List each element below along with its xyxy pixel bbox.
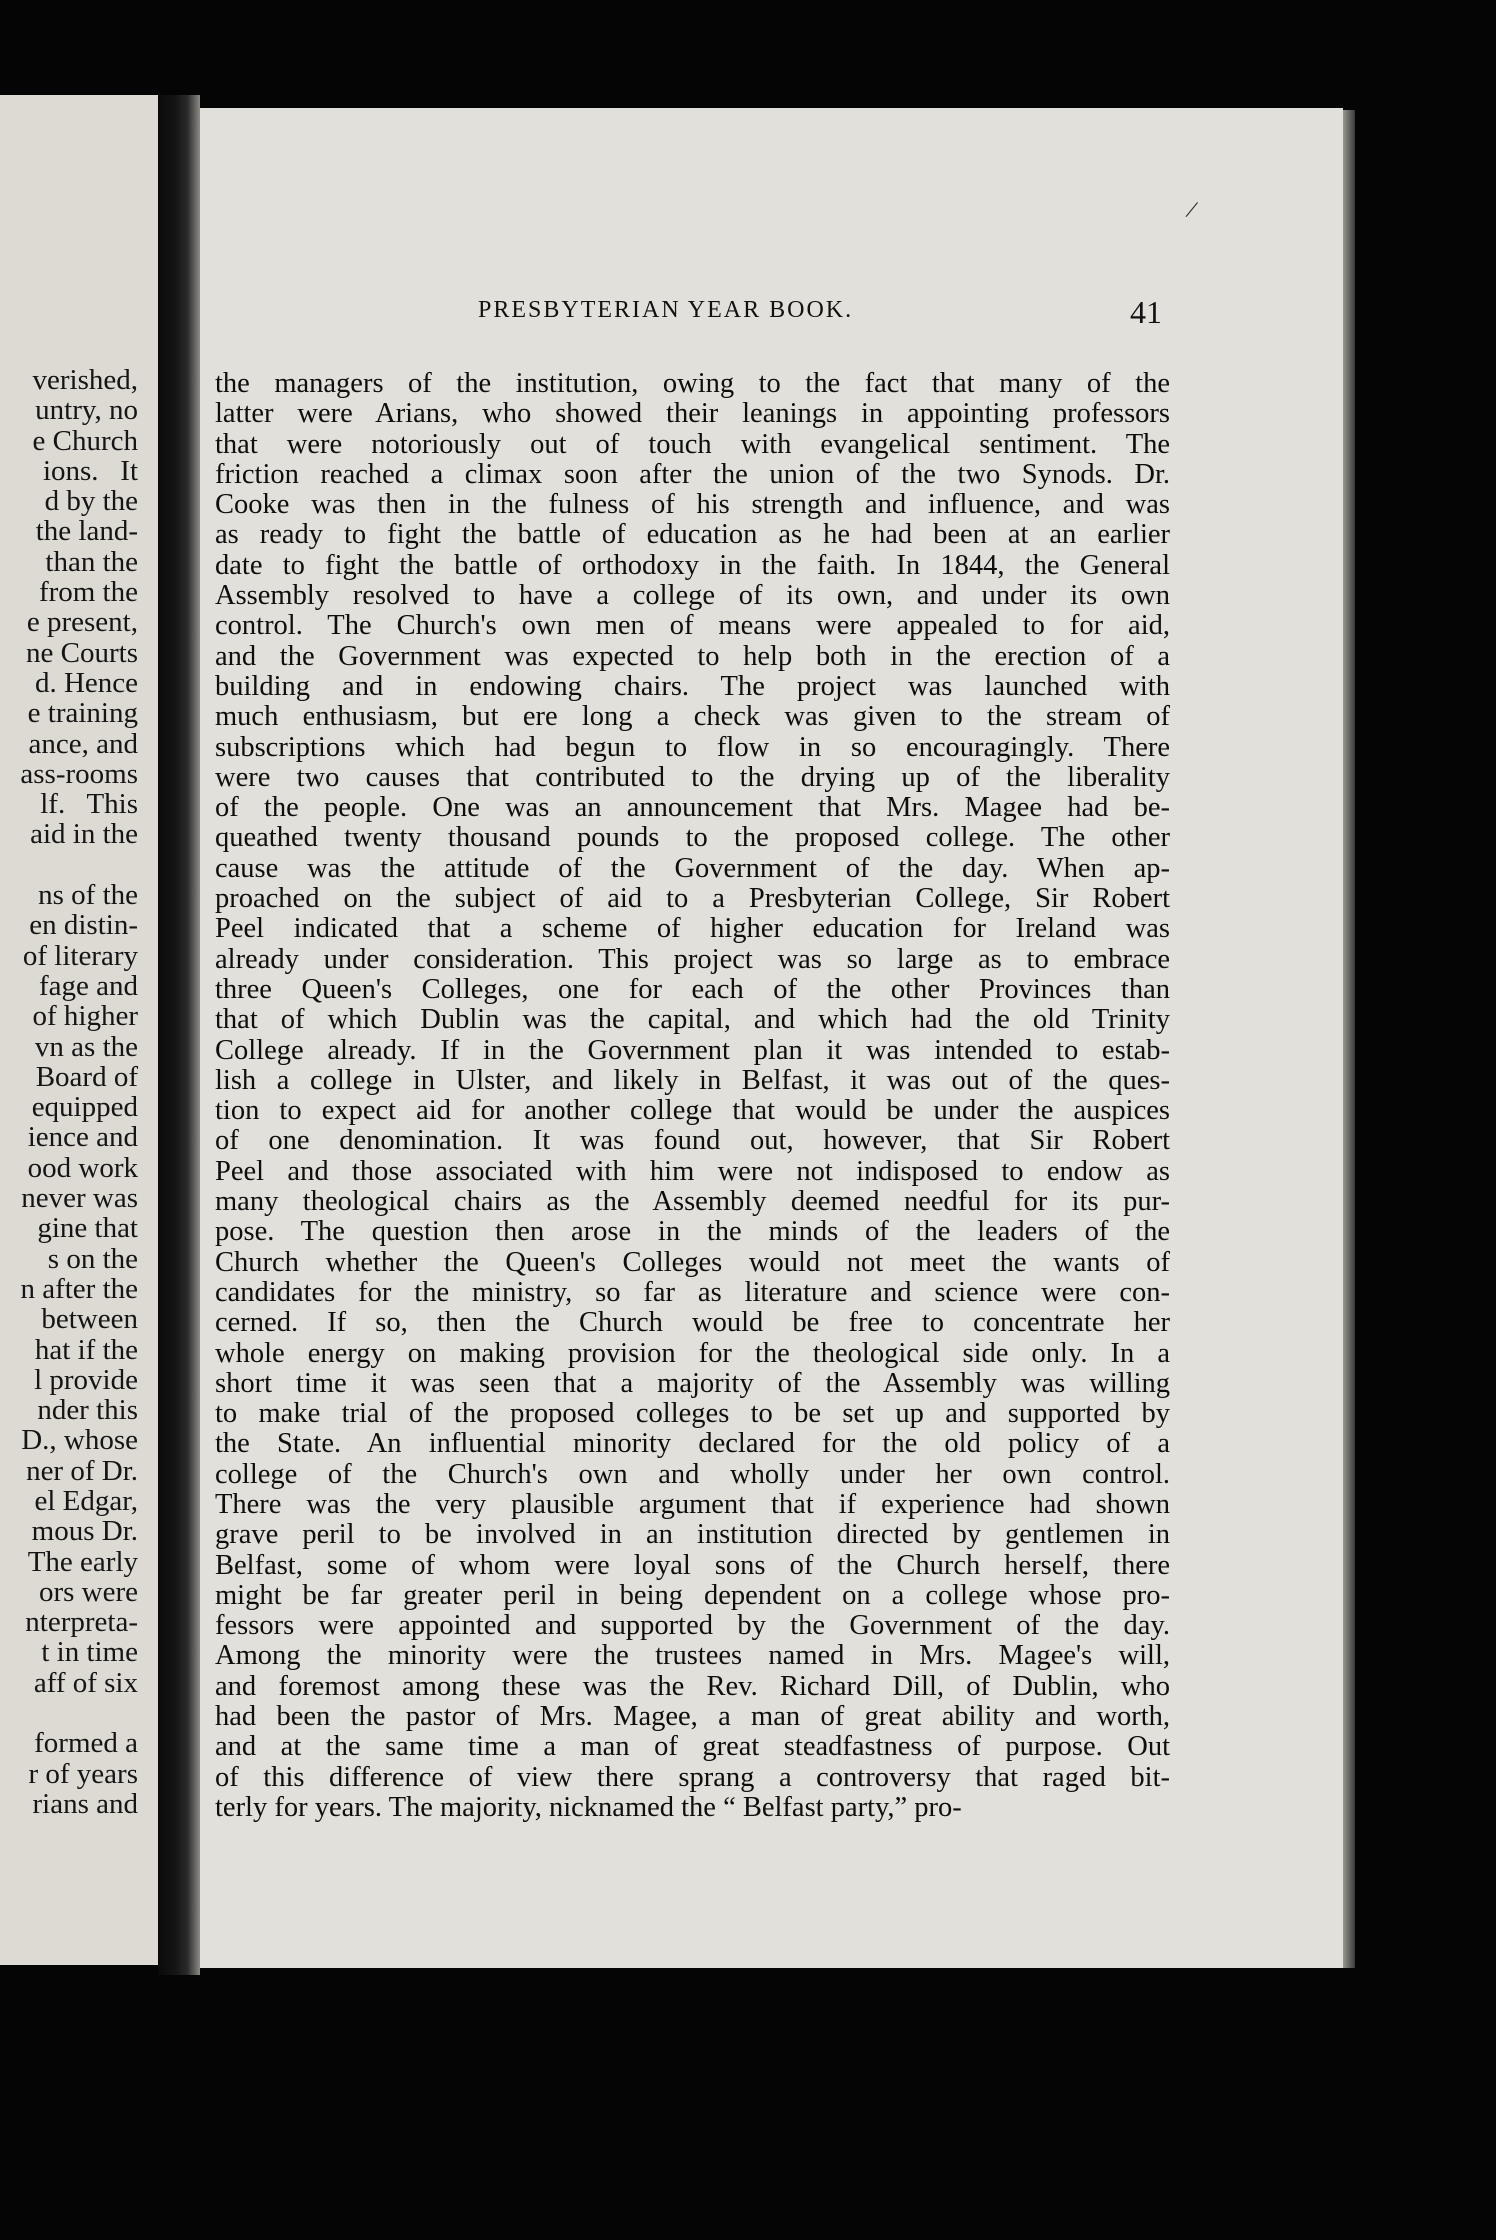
left-page-line: aid in the <box>30 818 138 851</box>
text-line: friction reached a climax soon after the union of the two Synods. Dr. <box>215 458 1170 490</box>
left-page-line: rians and <box>32 1787 138 1820</box>
left-page-line: ience and <box>27 1121 138 1154</box>
left-page-line: e Church <box>32 424 138 457</box>
text-line: might be far greater peril in being dependent on a college whose pro- <box>215 1579 1170 1611</box>
text-line: and at the same time a man of great steadfastness of purpose. Out <box>215 1731 1170 1763</box>
book-gutter <box>158 95 200 1975</box>
body-text <box>215 369 1170 1823</box>
left-page-line: of literary <box>22 939 138 972</box>
text-line: of the people. One was an announcement that Mrs. Magee had be- <box>215 792 1170 824</box>
left-page-line: d. Hence <box>34 666 138 699</box>
text-line: queathed twenty thousand pounds to the proposed college. The other <box>215 822 1170 854</box>
text-line: subscriptions which had begun to flow in so encouragingly. There <box>215 731 1170 763</box>
left-page-line: ass-rooms <box>20 757 138 790</box>
left-page-line: s on the <box>47 1242 138 1275</box>
text-line: Church whether the Queen's Colleges would not meet the wants of <box>215 1246 1170 1278</box>
left-page-line: e training <box>27 697 138 730</box>
text-line: latter were Arians, who showed their leanings in appointing professors <box>215 398 1170 430</box>
text-line: as ready to fight the battle of education as he had been at an earlier <box>215 519 1170 551</box>
left-page-line: nder this <box>37 1394 138 1427</box>
left-page-line: e present, <box>26 606 138 639</box>
left-page-line: hat if the <box>34 1333 138 1366</box>
text-line: whole energy on making provision for the theological side only. In a <box>215 1337 1170 1369</box>
left-page-line: ance, and <box>28 727 138 760</box>
left-page-line: lf. This <box>40 788 138 821</box>
text-line: Peel and those associated with him were not indisposed to endow as <box>215 1155 1170 1187</box>
left-page-line: of higher <box>32 1000 138 1033</box>
left-page-text <box>0 365 138 1819</box>
text-line: Among the minority were the trustees named in Mrs. Magee's will, <box>215 1640 1170 1672</box>
left-page-line: ions. It <box>42 454 138 487</box>
text-line: College already. If in the Government plan it was intended to estab- <box>215 1034 1170 1066</box>
left-page-line: ner of Dr. <box>26 1454 138 1487</box>
text-line: of one denomination. It was found out, however, that Sir Robert <box>215 1125 1170 1157</box>
text-line: had been the pastor of Mrs. Magee, a man of great ability and worth, <box>215 1701 1170 1733</box>
left-page-line: aff of six <box>33 1666 138 1699</box>
left-page-line: D., whose <box>21 1424 138 1457</box>
left-page-line: never was <box>21 1182 138 1215</box>
page-number: 41 <box>1130 294 1162 330</box>
text-line: control. The Church's own men of means were appealed to for aid, <box>215 610 1170 642</box>
left-page-line: l provide <box>34 1363 138 1396</box>
left-page-line: untry, no <box>35 394 138 427</box>
text-line: Assembly resolved to have a college of its own, and under its own <box>215 580 1170 612</box>
text-line: building and in endowing chairs. The project was launched with <box>215 670 1170 702</box>
text-line: terly for years. The majority, nicknamed the “ Belfast party,” pro- <box>215 1791 962 1823</box>
left-page-line: mous Dr. <box>31 1515 138 1548</box>
text-line: cause was the attitude of the Government of the day. When ap- <box>215 852 1170 884</box>
running-head: PRESBYTERIAN YEAR BOOK. <box>478 297 854 323</box>
text-line: many theological chairs as the Assembly deemed needful for its pur- <box>215 1186 1170 1218</box>
text-line: that were notoriously out of touch with evangelical sentiment. The <box>215 428 1170 460</box>
left-page-line: formed a <box>34 1727 138 1760</box>
left-page-line: gine that <box>37 1212 138 1245</box>
text-line: that of which Dublin was the capital, and which had the old Trinity <box>215 1004 1170 1036</box>
text-line: Belfast, some of whom were loyal sons of the Church herself, there <box>215 1549 1170 1581</box>
text-line: were two causes that contributed to the drying up of the liberality <box>215 761 1170 793</box>
text-line: the managers of the institution, owing to the fact that many of the <box>215 368 1170 399</box>
left-facing-page <box>0 95 158 1965</box>
left-page-line: the land- <box>35 515 138 548</box>
page-edge <box>1343 110 1355 1968</box>
text-line: college of the Church's own and wholly under her own control. <box>215 1458 1170 1490</box>
left-page-line: The early <box>27 1545 138 1578</box>
text-line: cerned. If so, then the Church would be free to concentrate her <box>215 1307 1170 1339</box>
left-page-line: t in time <box>41 1636 138 1669</box>
left-page-line: el Edgar, <box>34 1484 138 1517</box>
text-line: of this difference of view there sprang a controversy that raged bit- <box>215 1761 1170 1793</box>
text-line: already under consideration. This project was so large as to embrace <box>215 943 1170 975</box>
text-line: much enthusiasm, but ere long a check was given to the stream of <box>215 701 1170 733</box>
text-line: and the Government was expected to help both in the erection of a <box>215 640 1170 672</box>
text-line: and foremost among these was the Rev. Richard Dill, of Dublin, who <box>215 1670 1170 1702</box>
left-page-line <box>0 1698 138 1728</box>
text-line: fessors were appointed and supported by the Government of the day. <box>215 1610 1170 1642</box>
left-page-line: d by the <box>44 485 138 518</box>
text-line: three Queen's Colleges, one for each of the other Provinces than <box>215 973 1170 1005</box>
text-line: proached on the subject of aid to a Presbyterian College, Sir Robert <box>215 883 1170 915</box>
text-line: the State. An influential minority declared for the old policy of a <box>215 1428 1170 1460</box>
left-page-line: en distin- <box>29 909 138 942</box>
left-page-line: nterpreta- <box>25 1606 138 1639</box>
left-page-line: than the <box>45 545 138 578</box>
text-line: tion to expect aid for another college that would be under the auspices <box>215 1095 1170 1127</box>
left-page-line <box>0 850 138 880</box>
left-page-line: n after the <box>20 1272 138 1305</box>
text-line: There was the very plausible argument that if experience had shown <box>215 1488 1170 1520</box>
text-line: date to fight the battle of orthodoxy in the faith. In 1844, the General <box>215 549 1170 581</box>
text-line: to make trial of the proposed colleges to be set up and supported by <box>215 1398 1170 1430</box>
text-line: candidates for the ministry, so far as literature and science were con- <box>215 1276 1170 1308</box>
left-page-line: vn as the <box>34 1030 138 1063</box>
text-line: Peel indicated that a scheme of higher education for Ireland was <box>215 913 1170 945</box>
text-line: Cooke was then in the fulness of his strength and influence, and was <box>215 489 1170 521</box>
left-page-line: ns of the <box>38 879 138 912</box>
text-line: grave peril to be involved in an institution directed by gentlemen in <box>215 1519 1170 1551</box>
left-page-line: equipped <box>31 1091 138 1124</box>
left-page-line: ood work <box>27 1151 138 1184</box>
left-page-line: Board of <box>35 1060 138 1093</box>
left-page-line: r of years <box>28 1757 138 1790</box>
left-page-line: ors were <box>38 1575 138 1608</box>
left-page-line: from the <box>38 576 138 609</box>
text-line: lish a college in Ulster, and likely in Belfast, it was out of the ques- <box>215 1064 1170 1096</box>
margin-mark: / <box>1183 194 1201 225</box>
left-page-line: verished, <box>32 364 138 396</box>
left-page-line: fage and <box>38 969 138 1002</box>
text-line: short time it was seen that a majority of the Assembly was willing <box>215 1367 1170 1399</box>
text-line: pose. The question then arose in the minds of the leaders of the <box>215 1216 1170 1248</box>
left-page-line: between <box>41 1303 138 1336</box>
left-page-line: ne Courts <box>26 636 138 669</box>
